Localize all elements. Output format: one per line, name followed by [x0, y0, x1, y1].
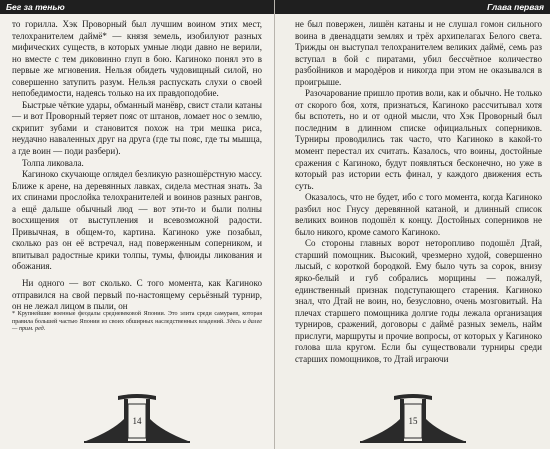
- paragraph: Ни одного — вот сколько. С того момента, как Кагиноко отправился на свой первый по-настоящему серьёзный турнир, он не лежал лицом в пыли, он: [12, 278, 262, 312]
- paragraph: Со стороны главных ворот неторопливо подошёл Дтай, старший помощник. Высокий, чрезмерно худой, совершенно лысый, с короткой бородкой. Ему было чуть за сорок, внизу ярко-белый и губ собрались морщины — пожалуй, единственный признак подступающего старения. Кагиноко знал, что Дтай не воин, но, безусловно, очень мозговитый. На плечах старшего помощника долгие годы лежала организация турниров, сражений, договоры с даймё разных земель, найм прислуги, маршруты и прочие вопросы, от которых у Кагиноко голова шла кругом. Если бы существовали турниры среди старших помощников, то Дтай играючи: [295, 238, 542, 364]
- footnote-text: * Крупнейшие военные феодалы средневековой Японии. Это элита среди самураев, которая правила большей частью Японии из своих обширных наследственных владений.: [12, 311, 262, 325]
- page-number-left: 14: [132, 416, 142, 426]
- footnote-note: Здесь и далее — прим. ред.: [12, 318, 262, 333]
- left-body-text: [12, 19, 262, 313]
- paragraph: Быстрые чёткие удары, обманный манёвр, свист стали катаны — и вот Проворный теряет пояс от штанов, ломает нос о землю, скрипит зубами и становится похож на три мешка риса, неудачно наваленных друг на друга (где ты пояс, где ты мышца, а где воин — поди разбери).: [12, 99, 262, 157]
- paragraph: Разочарование пришло против воли, как и обычно. Не только от скорого боя, хотя, признаться, Кагиноко рассчитывал хотя бы вспотеть, но и от одной мысли, что Хэк Проворный был последним в длинном списке официальных соперников. Турниры проводились так часто, что Кагиноко в какой-то момент перестал их считать. Казалось, что воины, достойные сражения с Кагиноко, будут появляться бесконечно, но уже в который раз истории есть финал, у каждого движения есть суть.: [295, 88, 542, 191]
- page-number-ornament-left: [0, 387, 274, 443]
- paragraph: то горилла. Хэк Проворный был лучшим воином этих мест, телохранителем даймё* — князя земель, изобилуют разных мифических существ, в которых умные люди давно не верили, но вместе с тем диковинно глуп в бою. Кагиноко понял это в первые же мгновения. Нельзя обидеть чудовищный силой, но совершенно затупить разум. Нельзя распускать слухи о своей непобедимости, надеясь только на их правдоподобие.: [12, 19, 262, 99]
- right-page: [275, 0, 550, 449]
- paragraph: не был повержен, лишён катаны и не слушал гомон сильного воина в двенадцати землях и трёх архипелагах Белого света. Трижды он выступал телохранителем великих даймё, семь раз вступал в бой с пиратами, убил бессчётное количество разбойников и мародёров и никогда при этом не оказывался в проигрыше.: [295, 19, 542, 87]
- paragraph: Кагиноко скучающе оглядел безликую разношёрстную массу. Ближе к арене, на деревянных лавках, сидела местная знать. За их спинами прослойка телохранителей и воинов разных рангов, а ещё дальше обычный люд — вот эти-то и были полны восхищения от выступления и всевозможной радости. Привычная, в общем-то, картина. Кагиноко уже позабыл, сколько раз он её встречал, над поверженным соперником, и впитывал радостные крики толпы, тумы, флюиды ликования и обожания.: [12, 169, 262, 272]
- right-body-text: [295, 19, 542, 365]
- torii-ornament-icon: [358, 387, 468, 443]
- running-header-right: Глава первая: [275, 0, 550, 14]
- paragraph: Толпа ликовала.: [22, 157, 84, 168]
- footnote: [12, 311, 262, 334]
- paragraph: Оказалось, что не будет, ибо с того момента, когда Кагиноко разбил нос Гнусу деревянной катаной, и длинный список великих воинов подошёл к концу. Достойных соперников не было никого, кроме самого Кагиноко.: [295, 192, 542, 237]
- running-header-left: Бег за тенью: [0, 0, 274, 14]
- torii-ornament-icon: [82, 387, 192, 443]
- page-number-ornament-right: [275, 387, 550, 443]
- page-number-right: 15: [408, 416, 417, 426]
